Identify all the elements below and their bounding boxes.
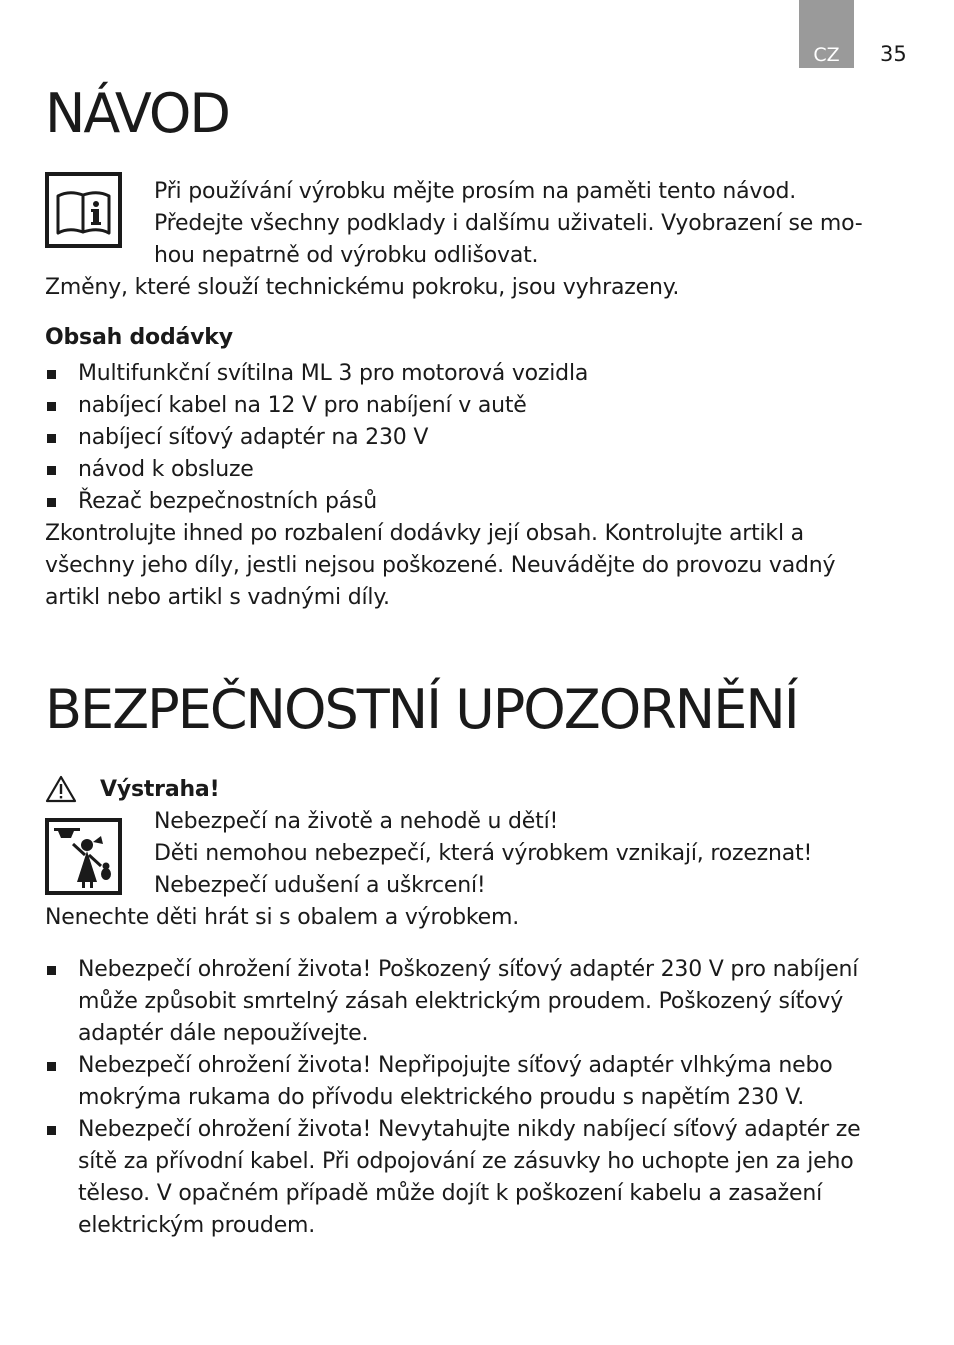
- language-label: CZ: [813, 44, 840, 66]
- bullet-marker: [47, 1126, 56, 1135]
- navod-intro-line-1: Při používání výrobku mějte prosím na paměti tento návod.: [154, 179, 797, 204]
- bullet-marker: [47, 434, 56, 443]
- section-title-navod: NÁVOD: [45, 82, 229, 145]
- safety-bullet-3-line-1: Nebezpečí ohrožení života! Nevytahujte nikdy nabíjecí síťový adaptér ze: [78, 1117, 861, 1142]
- contents-check-line-3: artikl nebo artikl s vadnými díly.: [45, 585, 390, 610]
- child-warning-line-1: Nebezpečí na životě a nehodě u dětí!: [154, 809, 559, 834]
- safety-bullet-2-line-2: mokrýma rukama do přívodu elektrického proudu s napětím 230 V.: [78, 1085, 805, 1110]
- contents-check-line-1: Zkontrolujte ihned po rozbalení dodávky její obsah. Kontrolujte artikl a: [45, 521, 804, 546]
- safety-bullet-1-line-3: adaptér dále nepoužívejte.: [78, 1021, 369, 1046]
- page-number: 35: [880, 42, 907, 66]
- safety-bullet-3-line-4: elektrickým proudem.: [78, 1213, 316, 1238]
- bullet-marker: [47, 966, 56, 975]
- safety-bullet-3-line-2: sítě za přívodní kabel. Při odpojování ze zásuvky ho uchopte jen za jeho: [78, 1149, 854, 1174]
- contents-item: Multifunkční svítilna ML 3 pro motorová vozidla: [78, 361, 589, 386]
- navod-intro-line-3: hou nepatrně od výrobku odlišovat.: [154, 243, 539, 268]
- safety-bullet-3-line-3: těleso. V opačném případě může dojít k poškození kabelu a zasažení: [78, 1181, 822, 1206]
- contents-check-line-2: všechny jeho díly, jestli nejsou poškozené. Neuvádějte do provozu vadný: [45, 553, 836, 578]
- contents-item: návod k obsluze: [78, 457, 254, 482]
- contents-item: Řezač bezpečnostních pásů: [78, 489, 378, 514]
- child-warning-line-2: Děti nemohou nebezpečí, která výrobkem vznikají, rozeznat!: [154, 841, 813, 866]
- safety-bullet-2-line-1: Nebezpečí ohrožení života! Nepřipojujte síťový adaptér vlhkýma nebo: [78, 1053, 833, 1078]
- warning-label: Výstraha!: [100, 777, 220, 802]
- manual-info-icon: [45, 172, 122, 248]
- language-tab: [799, 0, 854, 68]
- section-title-safety: BEZPEČNOSTNÍ UPOZORNĚNÍ: [45, 678, 798, 741]
- packaging-warning: Nenechte děti hrát si s obalem a výrobkem.: [45, 905, 519, 930]
- child-hazard-icon: [45, 818, 122, 895]
- bullet-marker: [47, 370, 56, 379]
- navod-changes-note: Změny, které slouží technickému pokroku, jsou vyhrazeny.: [45, 275, 680, 300]
- warning-triangle-icon: [45, 775, 77, 803]
- contents-item: nabíjecí kabel na 12 V pro nabíjení v autě: [78, 393, 527, 418]
- navod-intro-line-2: Předejte všechny podklady i dalšímu uživateli. Vyobrazení se mo-: [154, 211, 863, 236]
- bullet-marker: [47, 466, 56, 475]
- bullet-marker: [47, 402, 56, 411]
- contents-heading: Obsah dodávky: [45, 325, 233, 350]
- safety-bullet-1-line-1: Nebezpečí ohrožení života! Poškozený síťový adaptér 230 V pro nabíjení: [78, 957, 859, 982]
- contents-item: nabíjecí síťový adaptér na 230 V: [78, 425, 429, 450]
- bullet-marker: [47, 1062, 56, 1071]
- safety-bullet-1-line-2: může způsobit smrtelný zásah elektrickým proudem. Poškozený síťový: [78, 989, 844, 1014]
- child-warning-line-3: Nebezpečí udušení a uškrcení!: [154, 873, 486, 898]
- bullet-marker: [47, 498, 56, 507]
